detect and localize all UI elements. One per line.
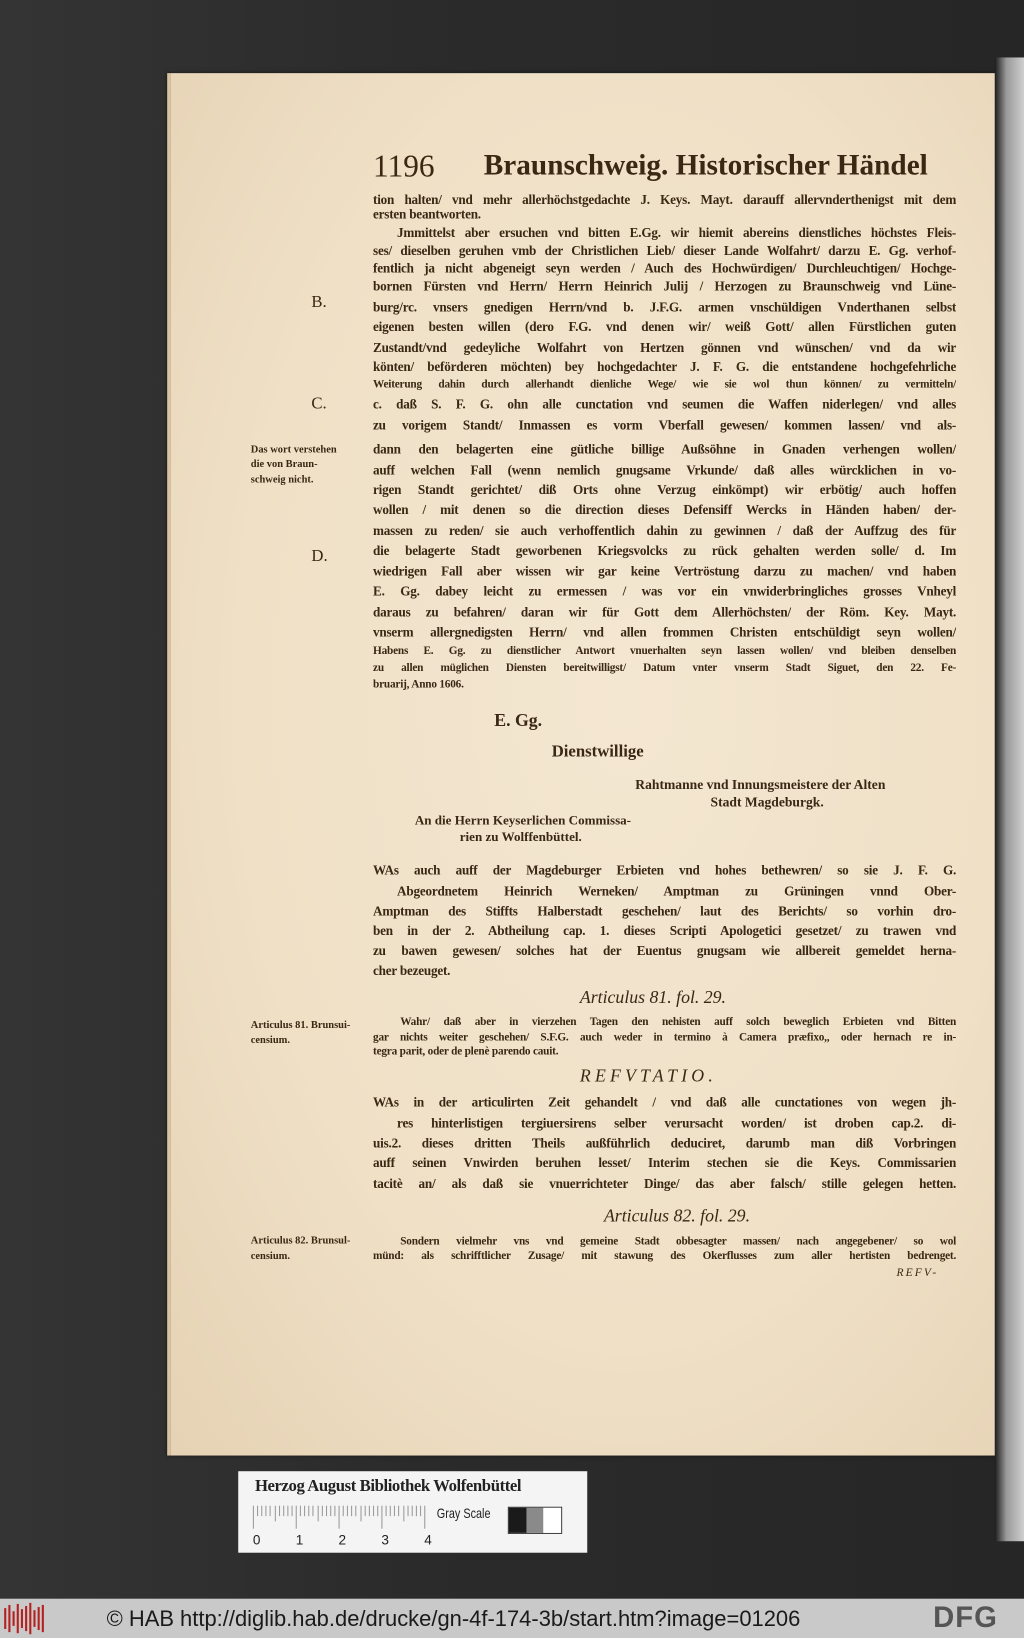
text-line: gar nichts weiter geschehen/ S.F.G. auch weder in termino à Camera præfixo,, oder hernach re in-: [373, 1031, 957, 1044]
art81-heading: Articulus 81. fol. 29.: [579, 987, 726, 1008]
text-line: cher bezeuget.: [373, 963, 451, 979]
scale-number: 2: [338, 1531, 347, 1548]
text-line: massen zu reden/ sie auch verhoffentlich dahin zu gewinnen / daß der Auffzug des für: [373, 523, 957, 539]
catchword: REFV-: [896, 1266, 939, 1279]
text-line: auff seinen Vnwirden beruhen lesset/ Interim stechen sie die Keys. Commissarien: [373, 1155, 957, 1171]
text-line: E. Gg. dabey leicht zu ermessen / was vor ein vnwiderbringliches grosses Vnheyl: [373, 584, 957, 599]
text-line: zu vorigem Standt/ Inmassen es vorm Vberfall gewesen/ kommen lassen/ vnd als-: [373, 417, 957, 433]
text-line: Jmmittelst aber ersuchen vnd bitten E.Gg. wir hiemit abereins dienstliches höchstes Fleis-: [397, 225, 957, 241]
text-line: ben in der 2. Abtheilung cap. 1. dieses Scripti Apologetici gesetzet/ zu trawen vnd: [373, 923, 957, 939]
margin-letter-d: D.: [311, 547, 328, 566]
text-line: vnserm allergnedigsten Herrn/ vnd allen frommen Christen entschüldigt seyn wollen/: [373, 624, 957, 640]
gray-scale-swatch: [508, 1507, 562, 1534]
art82-heading: Articulus 82. fol. 29.: [603, 1205, 751, 1226]
text-line: könten/ beförderen möchten) bey hochgedachter J. F. G. die entstandene hochgefehrliche: [373, 359, 957, 375]
text-line: die belagerte Stadt geworbenen Kriegsvolcks zu rück gehalten werden solle/ d. Im: [373, 543, 957, 558]
text-line: auff welchen Fall (wenn nemlich gnugsame Vrkunde/ daß alles würcklichen in vo-: [373, 462, 957, 478]
address-line: An die Herrn Keyserlichen Commissa-: [414, 812, 632, 828]
text-line: daraus zu befahren/ daran wir für Gott dem Allerhöchsten/ der Röm. Key. Mayt.: [373, 604, 957, 620]
source-url[interactable]: © HAB http://diglib.hab.de/drucke/gn-4f-174-3b/start.htm?image=01206: [106, 1607, 801, 1632]
gray-scale-label: Gray Scale: [436, 1505, 491, 1522]
text-line: münd: als schrifftlicher Zusage/ mit stawung des Okerflusses zum aller hertisten bedrenget.: [373, 1249, 957, 1263]
margin-letter-c: C.: [311, 394, 327, 413]
library-name: Herzog August Bibliothek Wolfenbüttel: [254, 1477, 522, 1496]
scale-number: 4: [424, 1531, 432, 1548]
page-edge: [995, 57, 1024, 1541]
refutatio-heading: REFVTATIO.: [579, 1065, 717, 1086]
margin-note: schweig nicht.: [250, 474, 314, 486]
text-line: Wahr/ daß aber in vierzehen Tagen den nehisten auff solch beweglich Erbieten vnd Bitten: [400, 1015, 957, 1029]
text-line: fentlich ja nicht abgeneigt seyn werden / Auch des Hochwürdigen/ Durchleuchtigen/ Hochge-: [373, 261, 957, 276]
ruler: [253, 1506, 429, 1529]
text-line: eigenen besten willen (dero F.G. vnd denen wir/ weiß Gott/ allen Fürstlichen guten: [373, 319, 957, 335]
margin-note: die von Braun-: [250, 458, 318, 471]
text-line: ersten beantworten.: [373, 206, 481, 222]
footer-bar: [0, 1599, 1024, 1638]
text-line: burg/rc. vnsers gnedigen Herrn/vnd b. J.F.G. armen vnschüldigen Vnderthanen selbst: [373, 299, 957, 315]
margin-art82: Articulus 82. Brunsul-: [250, 1235, 351, 1247]
text-line: WAs auch auff der Magdeburger Erbieten vnd hohes bethewren/ so sie J. F. G.: [373, 863, 957, 878]
text-line: Habens E. Gg. zu dienstlicher Antwort vnuerhalten seyn lassen wollen/ vnd bleiben denselben: [373, 644, 957, 658]
text-line: Amptman des Stiffts Halberstadt geschehen/ laut des Berichts/ so vorhin dro-: [373, 903, 957, 919]
text-line: tacitè an/ als daß sie vnuerrichteter Dinge/ das aber falsch/ stille gelegen hetten.: [373, 1176, 957, 1192]
text-line: tion halten/ vnd mehr allerhöchstgedachte J. Keys. Mayt. darauff allervnderthenigst mit dem: [373, 192, 957, 207]
text-line: Sondern vielmehr vns vnd gemeine Stadt obbesagter massen/ nach angegebener/ so wol: [400, 1235, 957, 1248]
text-line: WAs in der articulirten Zeit gehandelt / vnd daß alle cunctationes von wegen jh-: [373, 1095, 957, 1110]
margin-art82: censium.: [250, 1250, 290, 1263]
salutation: E. Gg.: [494, 710, 543, 731]
text-line: c. daß S. F. G. ohn alle cunctation vnd seumen die Waffen niderlegen/ vnd alles: [373, 397, 957, 412]
dfg-logo: DFG: [933, 1600, 998, 1634]
text-line: rigen Standt gerichtet/ diß Orts ohne Verzug einkömpt) wir erbötig/ auch hoffen: [373, 482, 957, 498]
text-line: bruarij, Anno 1606.: [373, 678, 464, 691]
margin-note: Das wort verstehen: [250, 444, 337, 456]
text-line: bornen Fürsten vnd Herrn/ Herrn Heinrich Julij / Herzogen zu Braunschweig vnd Lüne-: [373, 278, 957, 294]
running-title: Braunschweig. Historischer Händel: [483, 149, 928, 182]
text-line: zu allen müglichen Diensten bereitwilligst/ Datum vnter vnserm Stadt Siguet, den 22. Fe-: [373, 661, 957, 674]
text-line: wiedrigen Fall aber wissen wir gar keine Vertröstung darzu zu machen/ vnd haben: [373, 564, 957, 579]
signature-line: Stadt Magdeburgk.: [710, 794, 824, 810]
margin-letter-b: B.: [311, 293, 327, 312]
text-line: Abgeordnetem Heinrich Werneken/ Amptman zu Grüningen vnnd Ober-: [397, 883, 957, 899]
text-line: dann den belagerten eine gütliche billige Außsöhne in Gnaden verhengen wollen/: [373, 441, 957, 457]
text-line: wollen / mit denen so die direction dieses Defensiff Wercks in Händen haben/ der-: [373, 502, 957, 518]
scale-number: 1: [295, 1531, 304, 1548]
dienstwillige: Dienstwillige: [551, 742, 644, 761]
address-line: rien zu Wolffenbüttel.: [459, 829, 582, 845]
hab-logo-icon: [4, 1603, 46, 1634]
scale-number: 0: [252, 1531, 261, 1548]
signature-line: Rahtmanne vnd Innungsmeistere der Alten: [635, 776, 886, 793]
scale-number: 3: [381, 1531, 389, 1548]
page-number: 1196: [373, 149, 435, 184]
text-line: tegra parit, oder de plenè parendo cauit.: [373, 1044, 559, 1058]
text-line: zu bawen gewesen/ solches hat der Euentus gnugsam wie allbereit gemeldet herna-: [373, 943, 957, 959]
margin-art81: censium.: [250, 1034, 290, 1046]
text-line: Weiterung dahin durch allerhandt dienliche Wege/ wie sie wol thun können/ zu vermitteln/: [373, 378, 957, 391]
library-color-target: [238, 1471, 587, 1553]
text-line: ses/ dieselben geruhen vmb der Christlichen Lieb/ dieser Lande Wolfahrt/ darzu E. Gg. verhof-: [373, 243, 957, 259]
text-line: res hinterlistigen tergiuersirens selber verursacht worden/ ist droben cap.2. di-: [397, 1115, 957, 1131]
margin-art81: Articulus 81. Brunsui-: [250, 1019, 351, 1032]
text-line: uis.2. dieses dritten Theils außführlich deduciret, darumb man diß Vorbringen: [373, 1135, 957, 1151]
text-line: Zustandt/vnd gedeyliche Wolfahrt von Hertzen gönnen vnd wünschen/ vnd da wir: [373, 340, 957, 356]
